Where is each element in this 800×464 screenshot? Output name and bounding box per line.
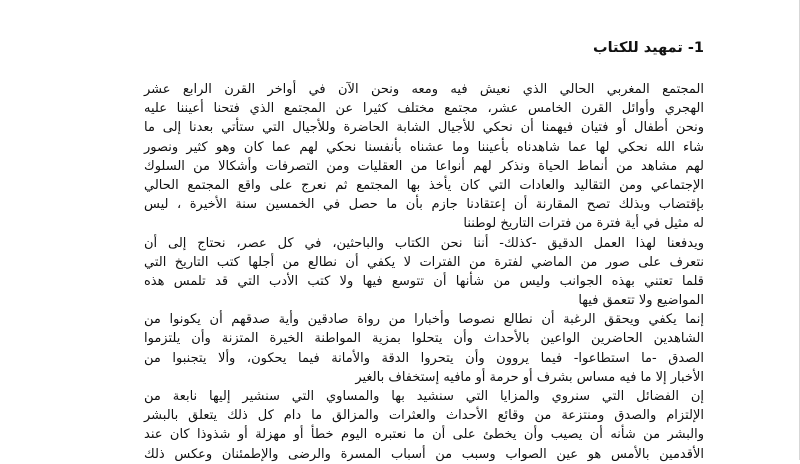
text-line: ونحن أطفال أو فتيان فيهمنا أن نحكي للأجيال الشابة الحاضرة وللأجيال التي ستأتي بعدنا إلى ما [144, 120, 704, 136]
text-line: إن الفضائل التي سنروي والمزايا التي سنشيد بها والمساوي التي سنشير إليها نابعة من [144, 389, 704, 404]
text-line: الإلتزام والصدق ومنتزعة من وقائع الأحداث والعثرات والمزالق ما دام كل ذلك يتعلق بالبشر [144, 408, 704, 424]
text-line: لهم مشاهد من أنماط الحياة ونذكر لهم أنواعا من العقليات ومن التصرفات وأشكالا من السلوك [144, 158, 704, 174]
text-line: الإجتماعي ومن التقاليد والعادات التي كان يأخذ بها المجتمع ثم نعرج على واقع المجتمع الحالي [144, 177, 704, 193]
text-line: المواضيع ولا تتعمق فيها [578, 293, 704, 309]
text-line: بإقتضاب وبذلك تصح المقارنة أن إعتقادنا جازم بأن ما حصل في الخمسين سنة الأخيرة ، ليس [144, 197, 704, 213]
text-line: الشاهدين الحاضرين الواعين بالأحداث وأن يتحلوا بمزية المواطنة الخيرة المتزنة وأن يلتزموا [144, 331, 704, 347]
text-line: نتعرف على صور من الماضي لفترة من الفترات لا يكفي أن نطالع من أجلها كتب التاريخ التي [144, 254, 704, 270]
text-line: المجتمع المغربي الحالي الذي نعيش فيه ومعه ونحن الآن في أواخر القرن الرابع عشر [144, 82, 704, 97]
text-line: الصدق -ما استطاعوا- فيما يروون وأن يتحروا الدقة والأمانة فيما يحكون، وألا يتجنبوا من [144, 350, 704, 366]
section-heading: 1- تمهيد للكتاب [593, 40, 704, 56]
body-text [144, 80, 704, 464]
text-line: الهجري وأوائل القرن الخامس عشر، مجتمع مختلف كثيرا عن المجتمع الذي فتحنا أعيننا عليه [144, 101, 704, 117]
text-line: قلما تعتني بهذه الجوانب وليس من شأنها أن تتوسع فيها ولا كتب الأدب التي قد تلمس هذه [144, 273, 704, 289]
text-line: له مثيل في أية فترة من فترات التاريخ لوطننا [463, 216, 704, 232]
text-line: والبشر من شأنه أن يصيب وأن يخطئ على أن ما نعتبره اليوم خطأ أو مهزلة أو شذوذا كان عند [144, 427, 704, 443]
text-line: شاء الله نحكي لها عما شاهدناه بأعيننا وما عشناه بأنفسنا نحكي لهم عما كان وهو كثير ونصور [144, 139, 704, 155]
text-line: الأقدمين بالأمس هو عين الصواب وسبب من أسباب المسرة والرضى والإطمئنان وعكس ذلك [144, 446, 704, 462]
text-line: ويدفعنا لهذا العمل الدقيق -كذلك- أننا نحن الكتاب والباحثين، في كل عصر، نحتاج إلى أن [144, 235, 704, 251]
text-line: إنما يكفي ويحقق الرغبة أن نطالع نصوصا وأخبارا من رواة صادقين وأية صدقهم أن يكونوا من [144, 312, 704, 328]
text-line: الأخبار إلا ما فيه مساس بشرف أو حرمة أو مافيه إستخفاف بالغير [355, 369, 704, 385]
